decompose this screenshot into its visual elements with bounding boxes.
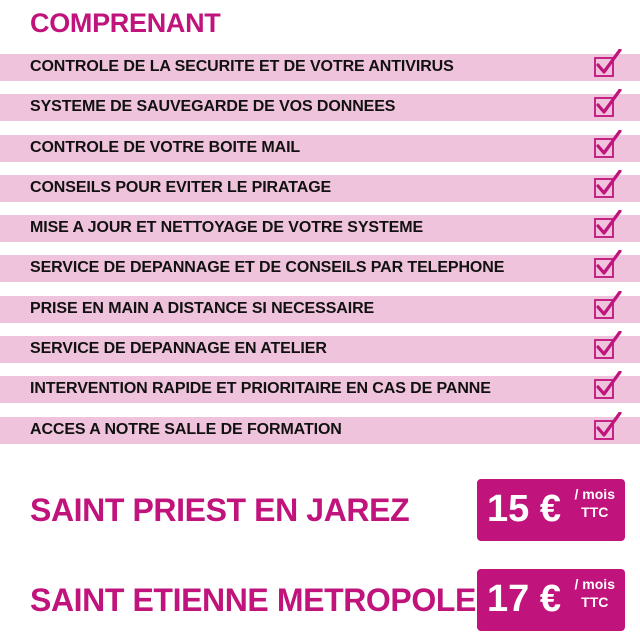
price-tax: TTC xyxy=(581,504,609,520)
checkmark-icon xyxy=(594,130,622,160)
checkmark-icon xyxy=(594,412,622,442)
price-period: / mois xyxy=(574,576,615,592)
feature-label: CONSEILS POUR EVITER LE PIRATAGE xyxy=(30,178,332,196)
feature-row xyxy=(0,376,640,403)
feature-row xyxy=(0,255,640,282)
feature-label: INTERVENTION RAPIDE ET PRIORITAIRE EN CAS DE PANNE xyxy=(30,380,491,398)
feature-row xyxy=(0,417,640,444)
feature-label: MISE A JOUR ET NETTOYAGE DE VOTRE SYSTEME xyxy=(30,219,424,237)
price-amount: 17 € xyxy=(487,578,561,620)
price-unit xyxy=(575,485,615,521)
offer-city-saint-priest: SAINT PRIEST EN JAREZ xyxy=(30,492,410,528)
feature-row xyxy=(0,215,640,242)
checkmark-icon xyxy=(594,210,622,240)
price-tax: TTC xyxy=(581,594,609,610)
price-period: / mois xyxy=(574,486,615,502)
feature-label: CONTROLE DE VOTRE BOITE MAIL xyxy=(30,138,301,156)
checkmark-icon xyxy=(594,371,622,401)
checkmark-icon xyxy=(594,89,622,119)
feature-label: SYSTEME DE SAUVEGARDE DE VOS DONNEES xyxy=(30,98,396,116)
checkmark-icon xyxy=(594,291,622,321)
feature-label: PRISE EN MAIN A DISTANCE SI NECESSAIRE xyxy=(30,299,375,317)
feature-row xyxy=(0,175,640,202)
price-amount: 15 € xyxy=(487,488,561,530)
feature-list xyxy=(0,54,640,457)
price-badge-saint-etienne xyxy=(477,569,625,631)
feature-label: ACCES A NOTRE SALLE DE FORMATION xyxy=(30,420,342,438)
offer-city-saint-etienne: SAINT ETIENNE METROPOLE xyxy=(30,582,476,618)
checkmark-icon xyxy=(594,331,622,361)
feature-label: CONTROLE DE LA SECURITE ET DE VOTRE ANTIVIRUS xyxy=(30,58,454,75)
feature-label: SERVICE DE DEPANNAGE EN ATELIER xyxy=(30,340,327,358)
checkmark-icon xyxy=(594,170,622,200)
checkmark-icon xyxy=(594,250,622,280)
section-title: COMPRENANT xyxy=(30,8,221,38)
feature-row xyxy=(0,94,640,121)
feature-label: SERVICE DE DEPANNAGE ET DE CONSEILS PAR TELEPHONE xyxy=(30,259,505,277)
feature-row xyxy=(0,296,640,323)
feature-row xyxy=(0,54,640,81)
checkmark-icon xyxy=(594,49,622,79)
feature-row xyxy=(0,336,640,363)
price-unit xyxy=(575,575,615,611)
feature-row xyxy=(0,135,640,162)
price-badge-saint-priest xyxy=(477,479,625,541)
